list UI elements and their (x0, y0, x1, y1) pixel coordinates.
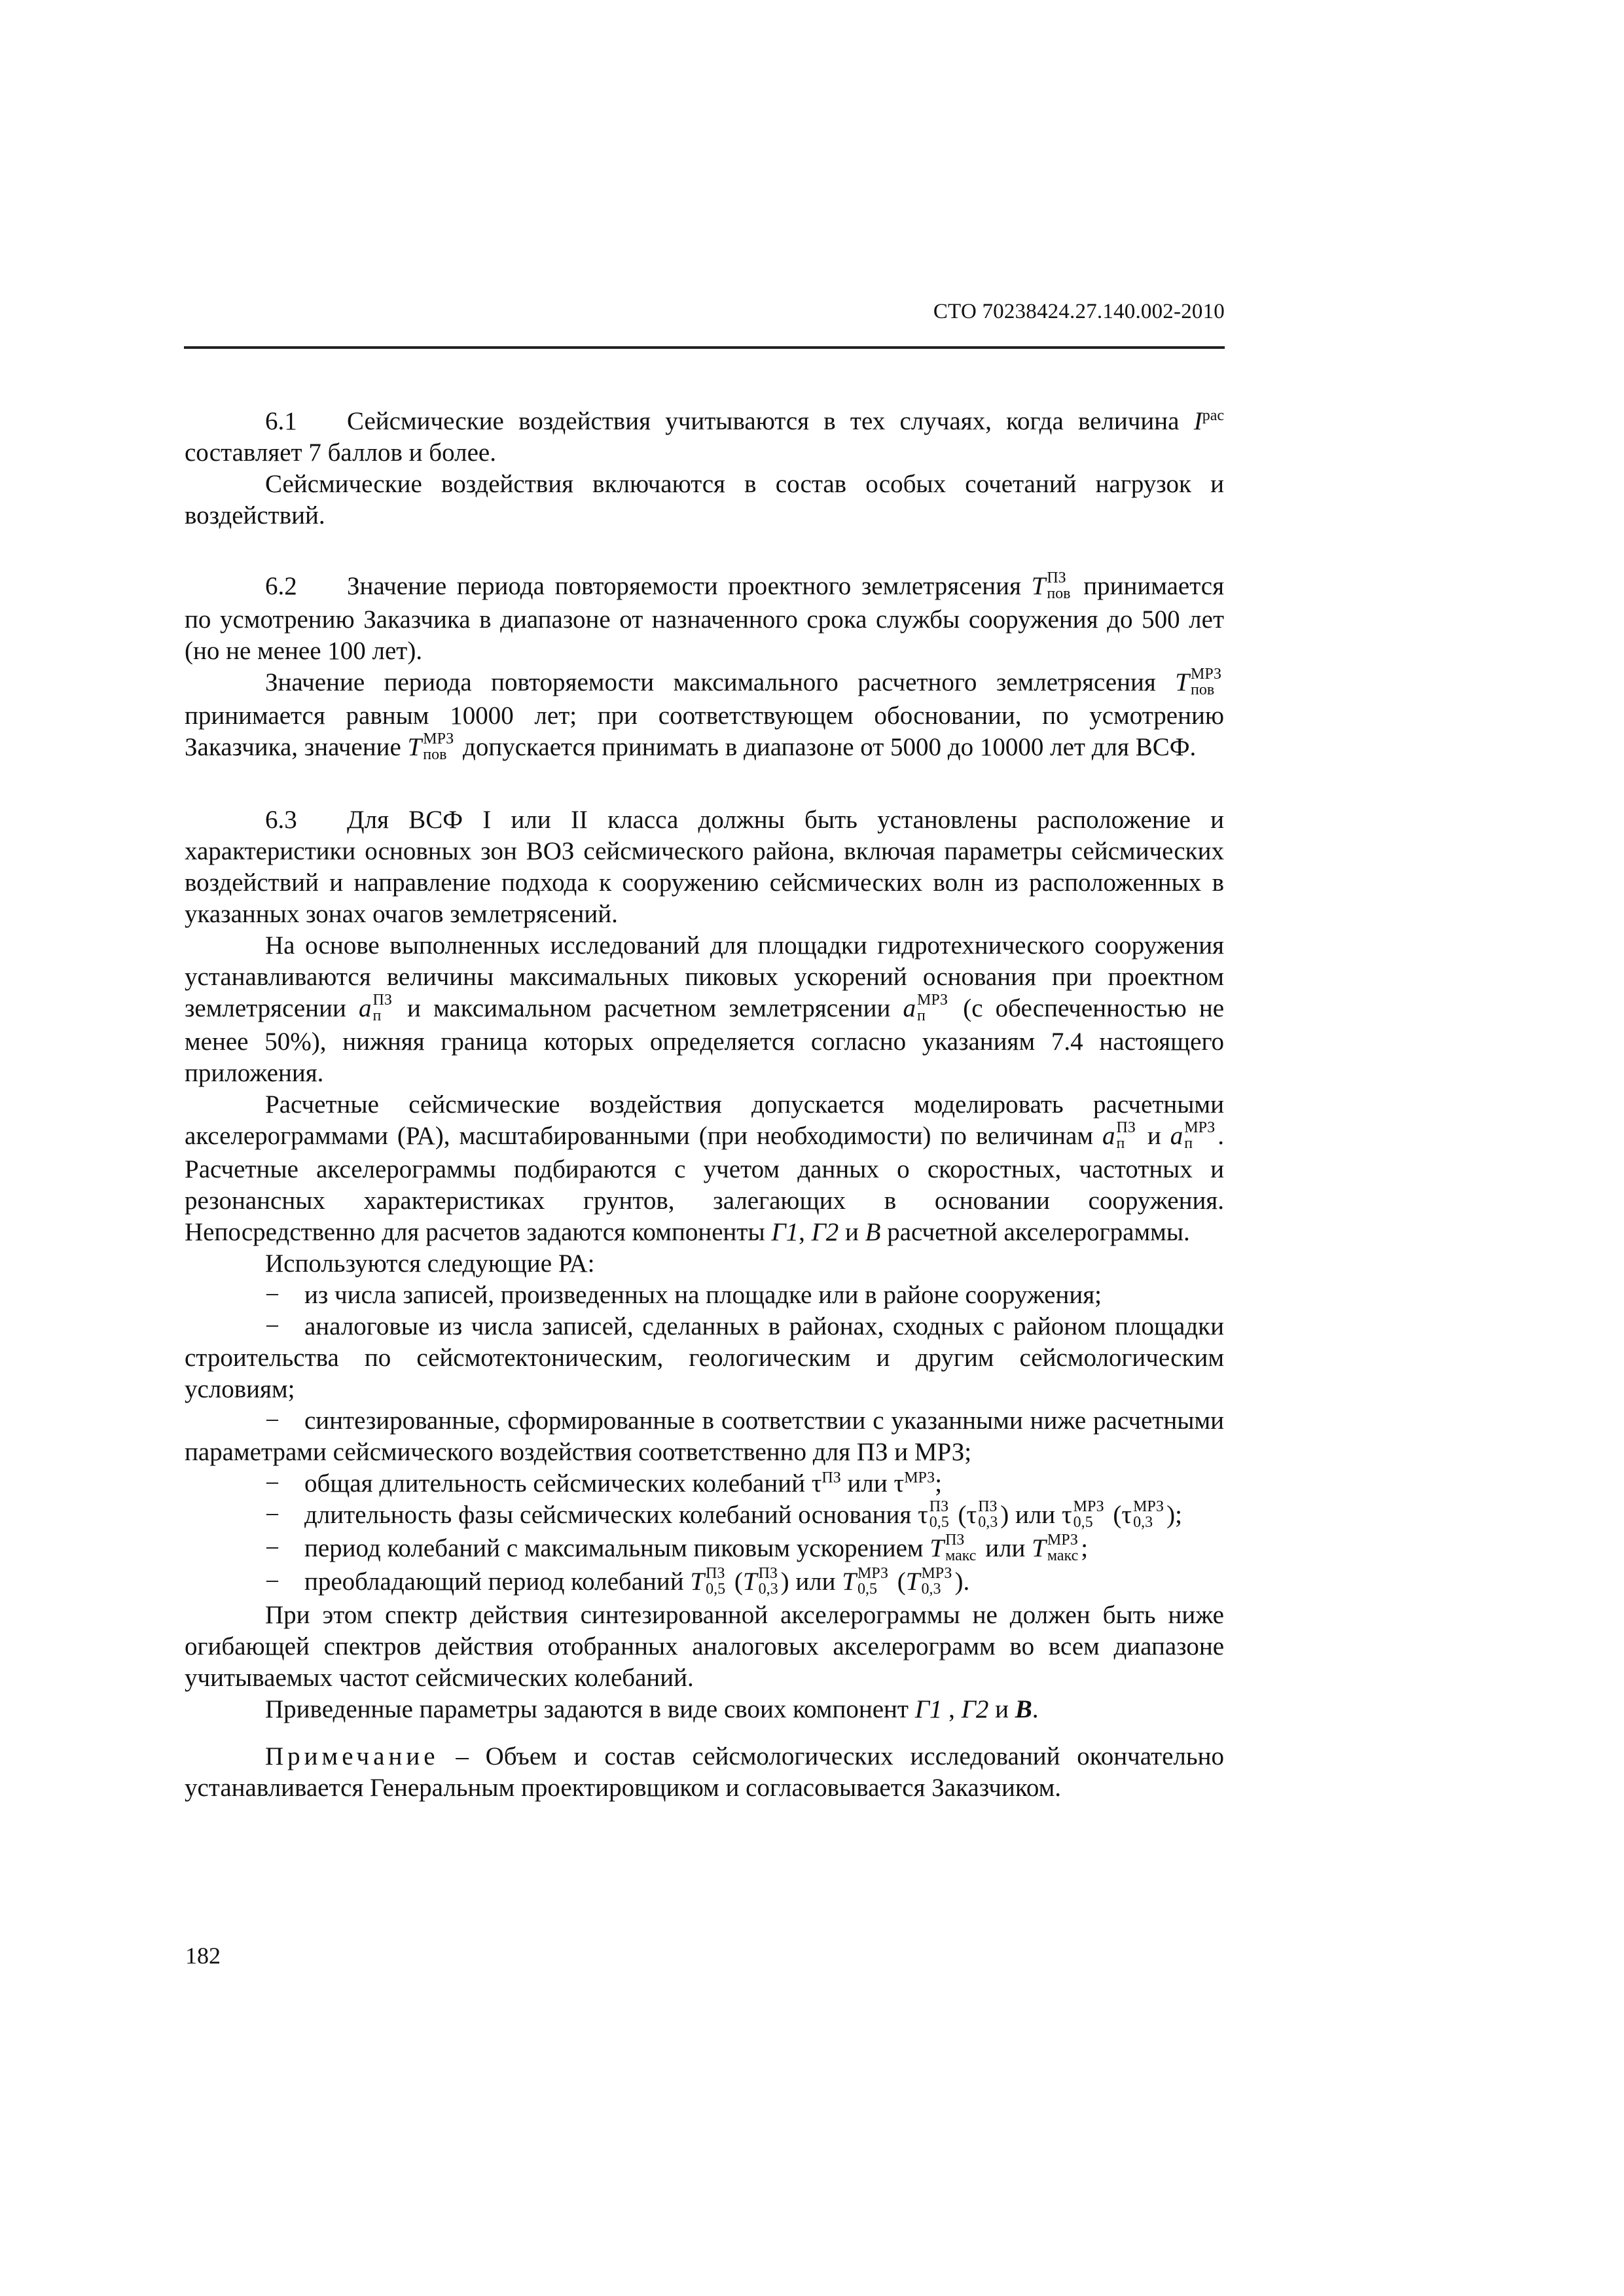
section-6-3-paragraph-4: Используются следующие РА: (265, 1249, 595, 1278)
list-item: − из числа записей, произведенных на площадке или в районе сооружения; (265, 1281, 1102, 1310)
section-6-2-paragraph: 6.2 Значение периода повторяемости проектного землетрясения T ПЗ пов принимается по усмотрению Заказчика в диапазоне от назначенного срока службы сооружения до 500 лет (но не менее 100 лет). (185, 569, 1225, 666)
section-6-2-paragraph-2: Значение периода повторяемости максимального расчетного землетрясения T МРЗ пов принимается равным 10000 лет; при соответствующем обосновании, по усмотрению Заказчика, значение T МРЗ пов допускается принимать в диапазоне от 5000 до 10000 лет для ВСФ. (185, 666, 1224, 764)
section-6-3-paragraph-3: Расчетные сейсмические воздействия допускается моделировать расчетными акселерограммами (РА), масштабированными (при необходимости) по величинам a ПЗ п и a МРЗ п . Расчетные акселерограммы подбираются с учетом данных о скоростных, частотных и резонансных характеристиках грунтов, залегающих в основании сооружения. Непосредственно для расчетов задаются компоненты Г1, Г2 и В расчетной акселерограммы. (185, 1090, 1225, 1247)
section-6-3-paragraph-5: При этом спектр действия синтезированной акселерограммы не должен быть ниже огибающей спектров действия отобранных аналоговых акселерограмм во всем диапазоне учитываемых частот сейсмических колебаний. (185, 1601, 1224, 1693)
section-6-1-paragraph-2: Сейсмические воздействия включаются в состав особых сочетаний нагрузок и воздействий. (185, 470, 1224, 529)
page-number: 182 (185, 1943, 221, 1969)
list-item: − синтезированные, сформированные в соответствии с указанными ниже расчетными параметрами сейсмического воздействия соответственно для ПЗ и МРЗ; (185, 1407, 1224, 1467)
formula-index: МРЗ п (917, 992, 948, 1025)
note-paragraph: Примечание – Объем и состав сейсмологических исследований окончательно устанавливается Генеральным проектировщиком и согласовывается Заказчиком. (185, 1742, 1225, 1803)
list-item: − период колебаний с максимальным пиковым ускорением T ПЗ макс или T МРЗ макс ; (265, 1532, 1089, 1565)
list-item: − аналоговые из числа записей, сделанных в районах, сходных с районом площадки строительства по сейсмотектоническим, геологическим и другим сейсмологическим условиям; (185, 1312, 1224, 1404)
section-number: 6.3 (265, 806, 297, 834)
section-6-3-paragraph-6: Приведенные параметры задаются в виде своих компонент Г1 , Г2 и В. (265, 1695, 1039, 1724)
list-item: − преобладающий период колебаний T ПЗ 0,5 (T ПЗ 0,3 ) или T МРЗ 0,5 (T МРЗ 0,3 ). (265, 1565, 970, 1598)
section-6-3-paragraph: 6.3 Для ВСФ I или II класса должны быть установлены расположение и характеристики основных зон ВОЗ сейсмического района, включая параметры сейсмических воздействий и направление подхода к сооружению сейсмических волн из расположенных в указанных зонах очагов землетрясений. (185, 806, 1224, 929)
header-divider (184, 346, 1225, 349)
section-6-3-paragraph-2: На основе выполненных исследований для площадки гидротехнического сооружения устанавливаются величины максимальных пиковых ускорений основания при проектном землетрясении a ПЗ п и максимальном расчетном землетрясении a МРЗ п (с обеспеченностью не менее 50%), нижняя граница которых определяется согласно указаниям 7.4 настоящего приложения. (185, 931, 1225, 1088)
formula-index: МРЗ п (1184, 1119, 1216, 1153)
document-body (185, 406, 1224, 1804)
formula-index: ПЗ пов (1047, 569, 1071, 603)
formula-index: ПЗ п (372, 992, 392, 1025)
document-code: СТО 70238424.27.140.002-2010 (933, 300, 1225, 323)
formula-index: МРЗ пов (1190, 666, 1221, 699)
formula-index: ПЗ п (1116, 1119, 1136, 1153)
formula-index: МРЗ пов (423, 730, 454, 764)
list-item: − общая длительность сейсмических колебаний $\tau^{ПЗ}$ или $\tau^{МРЗ}$; (265, 1469, 943, 1498)
section-number: 6.2 (265, 572, 297, 600)
section-6-1-paragraph: 6.1 Сейсмические воздействия учитываются в тех случаях, когда величина $I^{рас}$ составляет 7 баллов и более. (185, 407, 1224, 467)
list-item: − длительность фазы сейсмических колебаний основания τ ПЗ 0,5 (τ ПЗ 0,3 ) или τ МРЗ 0,5 (τ МРЗ 0,3 ); (265, 1498, 1182, 1532)
section-number: 6.1 (265, 407, 297, 435)
note-label: Примечание (265, 1742, 439, 1771)
